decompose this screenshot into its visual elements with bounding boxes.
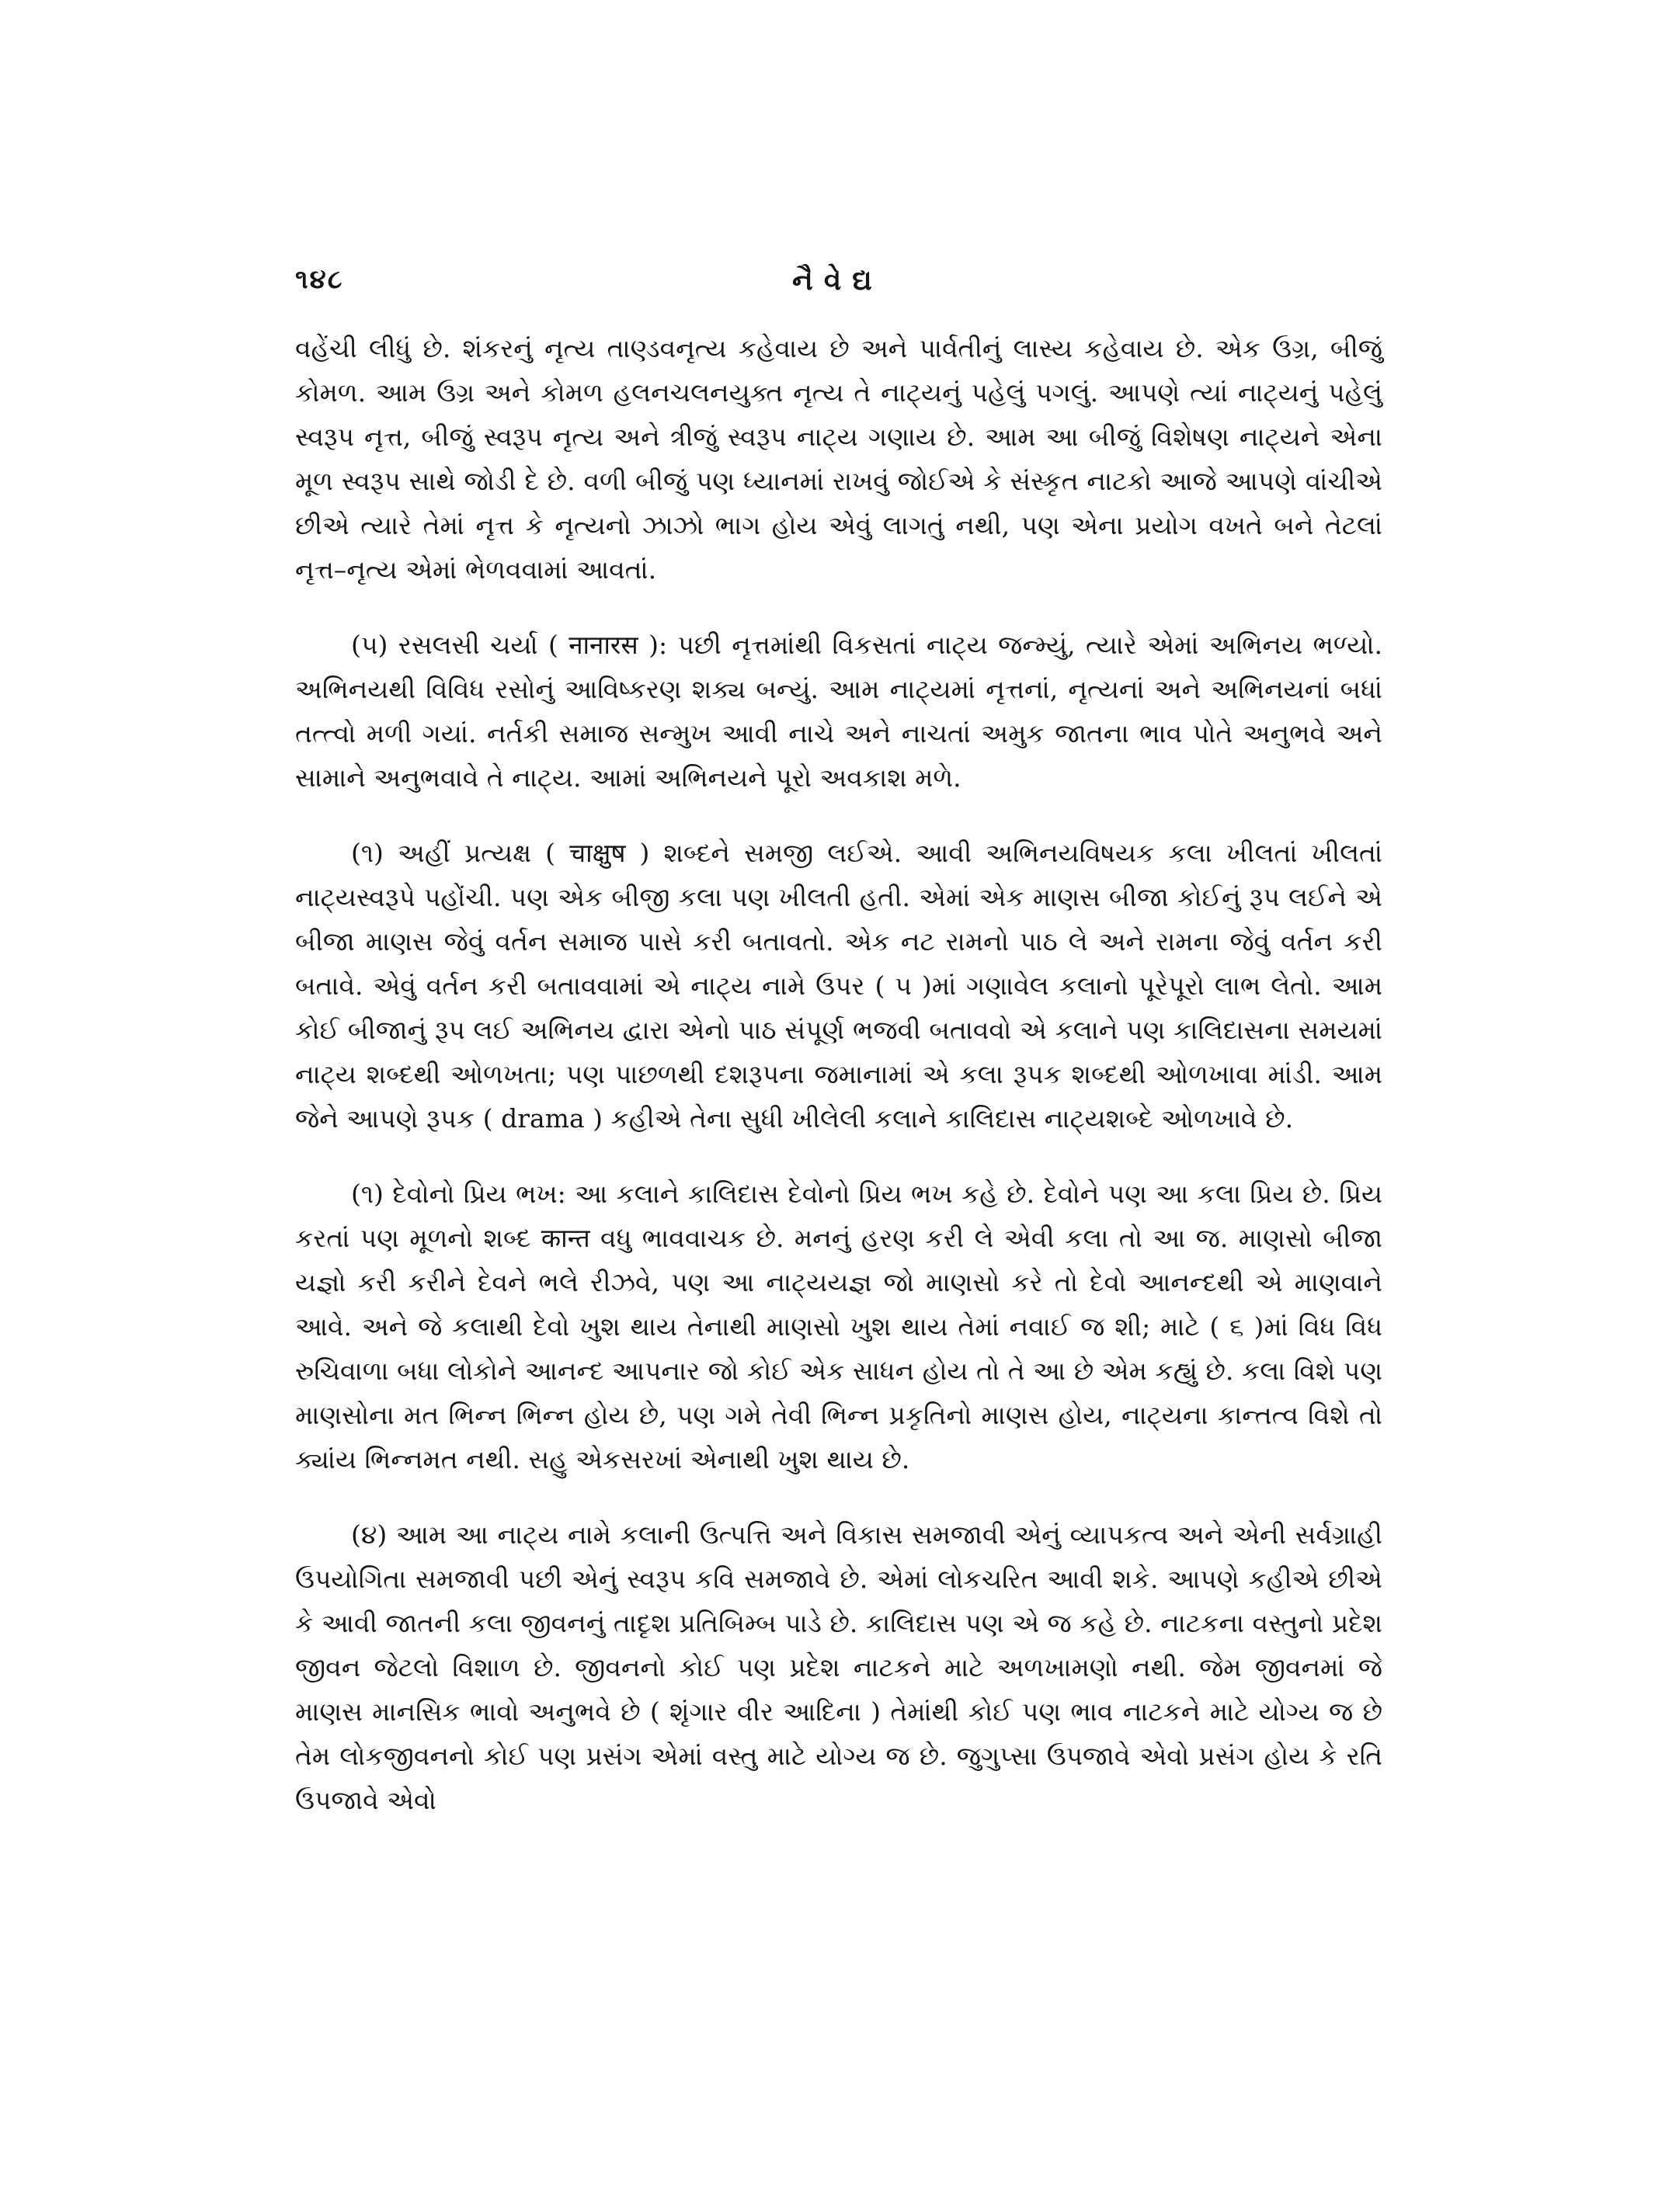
paragraph-devono-priya: (૧) દેવોનો પ્રિય ભખ: આ કલાને કાલિદાસ દેવોનો પ્રિય ભખ કહે છે. દેવોને પણ આ કલા પ્રિય છે. પ્રિય કરતાં પણ મૂળનો શબ્દ कान्त વધુ ભાવવાચક છે. મનનું હરણ કરી લે એવી કલા તો આ જ. માણસો બીજા યજ્ઞો કરી કરીને દેવને ભલે રીઝવે, પણ આ નાટ્યયજ્ઞ જો માણસો કરે તો દેવો આનન્દથી એ માણવાને આવે. અને જે કલાથી દેવો ખુશ થાય તેનાથી માણસો ખુશ થાય તેમાં નવાઈ જ શી; માટે ( ૬ )માં વિધ વિધ રુચિવાળા બધા લોકોને આનન્દ આપનાર જો કોઈ એક સાધન હોય તો તે આ છે એમ કહ્યું છે. કલા વિશે પણ માણસોના મત ભિન્ન ભિન્ન હોય છે, પણ ગમે તેવી ભિન્ન પ્રકૃતિનો માણસ હોય, નાટ્યના કાન્તત્વ વિશે તો ક્યાંય ભિન્નમત નથી. સહુ એકસરખાં એનાથી ખુશ થાય છે. bbox=[295, 1179, 1382, 1474]
running-title: નૈવેદ્ય bbox=[792, 264, 883, 297]
book-page bbox=[295, 264, 1382, 1853]
body-text bbox=[295, 326, 1382, 1822]
page-number: ૧૪૮ bbox=[295, 264, 344, 295]
page-header bbox=[295, 264, 1382, 326]
paragraph-rasalasi-charya: (૫) રસલસી ચર્યા ( नानारस ): પછી નૃત્તમાંથી વિકસતાં નાટ્ય જન્મ્યું, ત્યારે એમાં અભિનય ભળ્યો. અભિનયથી વિવિધ રસોનું આવિષ્કરણ શક્ય બન્યું. આમ નાટ્યમાં નૃત્તનાં, નૃત્યનાં અને અભિનયનાં બધાં તત્ત્વો મળી ગયાં. નર્તકી સમાજ સન્મુખ આવી નાચે અને નાચતાં અમુક જાતના ભાવ પોતે અનુભવે અને સામાને અનુભવાવે તે નાટ્ય. આમાં અભિનયને પૂરો અવકાશ મળે. bbox=[295, 630, 1382, 793]
paragraph-pratyaksha: (૧) અહીં પ્રત્યક્ષ ( चाक्षुष ) શબ્દને સમજી લઈએ. આવી અભિનયવિષયક કલા ખીલતાં ખીલતાં નાટ્યસ્વરૂપે પહોંચી. પણ એક બીજી કલા પણ ખીલતી હતી. એમાં એક માણસ બીજા કોઈનું રૂપ લઈને એ બીજા માણસ જેવું વર્તન સમાજ પાસે કરી બતાવતો. એક નટ રામનો પાઠ લે અને રામના જેવું વર્તન કરી બતાવે. એવું વર્તન કરી બતાવવામાં એ નાટ્ય નામે ઉપર ( ૫ )માં ગણાવેલ કલાનો પૂરેપૂરો લાભ લેતો. આમ કોઈ બીજાનું રૂપ લઈ અભિનય દ્વારા એનો પાઠ સંપૂર્ણ ભજવી બતાવવો એ કલાને પણ કાલિદાસના સમયમાં નાટ્ય શબ્દથી ઓળખતા; પણ પાછળથી દશરૂપના જમાનામાં એ કલા રૂપક શબ્દથી ઓળખાવા માંડી. આમ જેને આપણે રૂપક ( drama ) કહીએ તેના સુધી ખીલેલી કલાને કાલિદાસ નાટ્યશબ્દે ઓળખાવે છે. bbox=[295, 838, 1382, 1134]
paragraph-natya-swaroop: (૪) આમ આ નાટ્ય નામે કલાની ઉત્પત્તિ અને વિકાસ સમજાવી એનું વ્યાપકત્વ અને એની સર્વગ્રાહી ઉપયોગિતા સમજાવી પછી એનું સ્વરૂપ કવિ સમજાવે છે. એમાં લોકચરિત આવી શકે. આપણે કહીએ છીએ કે આવી જાતની કલા જીવનનું તાદૃશ પ્રતિબિમ્બ પાડે છે. કાલિદાસ પણ એ જ કહે છે. નાટકના વસ્તુનો પ્રદેશ જીવન જેટલો વિશાળ છે. જીવનનો કોઈ પણ પ્રદેશ નાટકને માટે અળખામણો નથી. જેમ જીવનમાં જે માણસ માનસિક ભાવો અનુભવે છે ( શૃંગાર વીર આદિના ) તેમાંથી કોઈ પણ ભાવ નાટકને માટે યોગ્ય જ છે તેમ લોકજીવનનો કોઈ પણ પ્રસંગ એમાં વસ્તુ માટે યોગ્ય જ છે. જુગુપ્સા ઉપજાવે એવો પ્રસંગ હોય કે રતિ ઉપજાવે એવો bbox=[295, 1519, 1382, 1815]
paragraph-continuation: વહેંચી લીધું છે. શંકરનું નૃત્ય તાણ્ડવનૃત્ય કહેવાય છે અને પાર્વતીનું લાસ્ય કહેવાય છે. એક ઉગ્ર, બીજું કોમળ. આમ ઉગ્ર અને કોમળ હલનચલનયુક્ત નૃત્ય તે નાટ્યનું પહેલું પગલું. આપણે ત્યાં નાટ્યનું પહેલું સ્વરૂપ નૃત્ત, બીજું સ્વરૂપ નૃત્ય અને ત્રીજું સ્વરૂપ નાટ્ય ગણાય છે. આમ આ બીજું વિશેષણ નાટ્યને એના મૂળ સ્વરૂપ સાથે જોડી દે છે. વળી બીજું પણ ધ્યાનમાં રાખવું જોઈએ કે સંસ્કૃત નાટકો આજે આપણે વાંચીએ છીએ ત્યારે તેમાં નૃત્ત કે નૃત્યનો ઝાઝો ભાગ હોય એવું લાગતું નથી, પણ એના પ્રયોગ વખતે બને તેટલાં નૃત્ત–નૃત્ય એમાં ભેળવવામાં આવતાં. bbox=[295, 333, 1382, 585]
